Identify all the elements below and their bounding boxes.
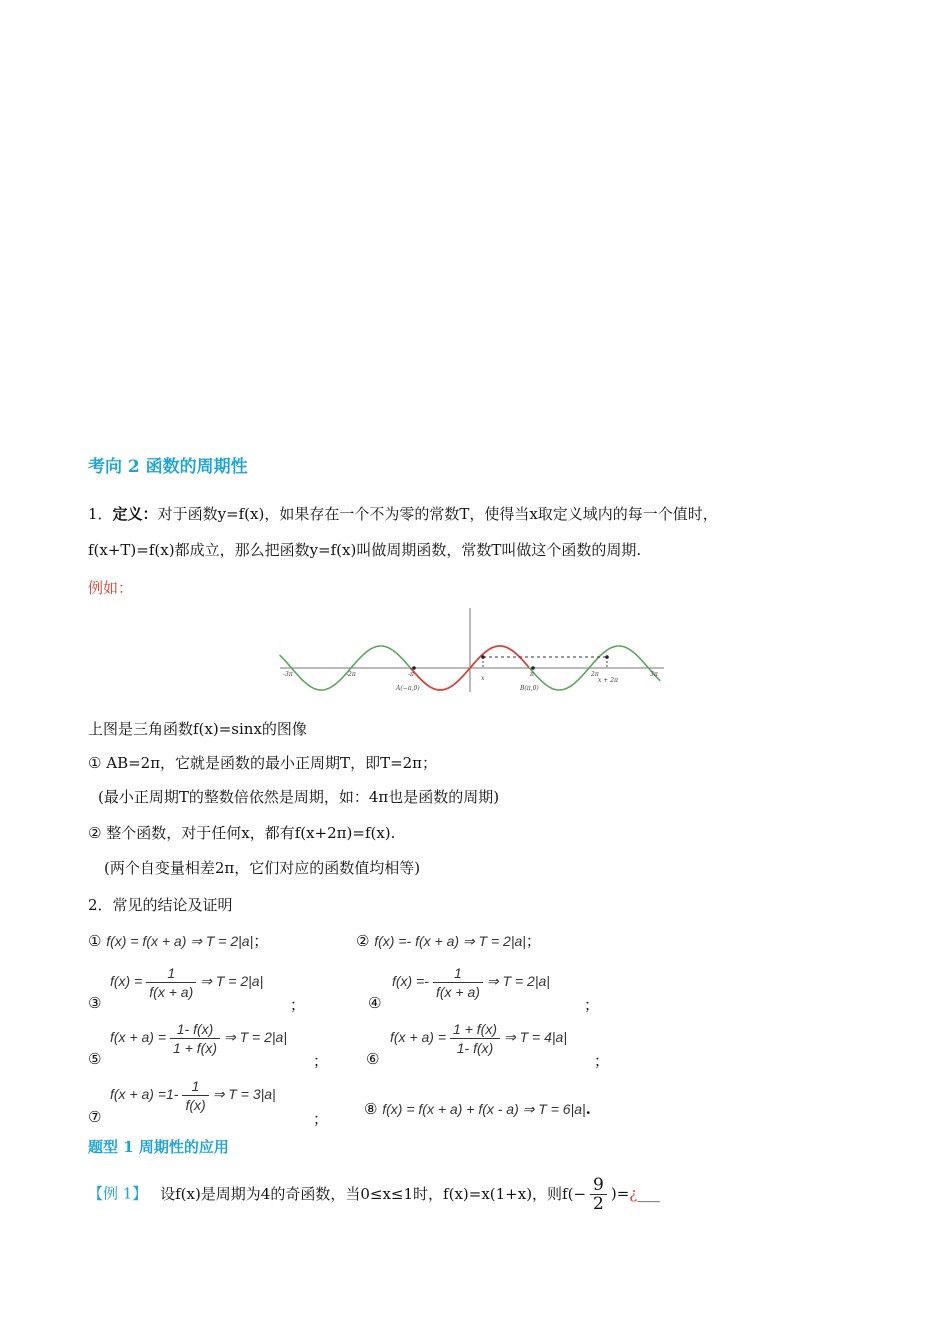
conclusion-2-formula: f(x) =- f(x + a) ⇒ T = 2|a| (374, 933, 526, 949)
example-1-tag: 【例 1】 (88, 1184, 148, 1203)
example-1-tail: )= (610, 1184, 630, 1203)
conclusion-4-end: ； (584, 996, 600, 1014)
note-1-text: AB=2π，它就是函数的最小正周期T，即T=2π； (106, 754, 438, 772)
note-2-sub: (两个自变量相差2π，它们对应的函数值均相等) (104, 859, 421, 877)
conclusion-7-marker: ⑦ (88, 1108, 102, 1126)
conclusion-5-formula (110, 1020, 287, 1057)
conclusion-3-den: f(x + a) (149, 984, 194, 1000)
note-1-marker: ① (88, 754, 102, 772)
conclusion-6-den: 1- f(x) (456, 1040, 494, 1056)
conclusion-6-marker: ⑥ (366, 1050, 380, 1068)
note-2-text: 整个函数，对于任何x，都有f(x+2π)=f(x). (106, 824, 396, 842)
tick-2pi: 2π (591, 671, 599, 678)
conclusion-7-end: ； (313, 1110, 329, 1128)
definition-label: 定义： (112, 505, 158, 523)
conclusion-8-marker: ⑧ (364, 1100, 378, 1118)
conclusion-8 (364, 1100, 591, 1118)
conclusion-7-num: 1 (182, 1077, 208, 1096)
definition-line-2: f(x+T)=f(x)都成立，那么把函数y=f(x)叫做周期函数，常数T叫做这个函数的周期. (88, 541, 642, 559)
example-1-blank: ___ (637, 1184, 660, 1203)
section-title: 考向 2 函数的周期性 (88, 457, 248, 477)
point-fx (481, 655, 485, 659)
conclusion-5-marker: ⑤ (88, 1050, 102, 1068)
tick-neg2pi: -2π (346, 671, 356, 678)
example-1-blank-glyph: ¿ (629, 1184, 638, 1203)
conclusion-6-end: ； (594, 1052, 610, 1070)
conclusion-1 (88, 930, 268, 951)
conclusion-3-formula (110, 964, 263, 1001)
point-fx2pi (605, 655, 609, 659)
conclusion-5-num: 1- f(x) (170, 1020, 220, 1039)
note-2 (88, 822, 395, 843)
point-b (531, 666, 535, 670)
conclusion-4-lhs: f(x) =- (392, 973, 429, 990)
conclusion-5-den: 1 + f(x) (173, 1040, 217, 1056)
conclusion-6-num: 1 + f(x) (450, 1020, 500, 1039)
conclusion-1-formula: f(x) = f(x + a) ⇒ T = 2|a| (106, 933, 254, 949)
conclusion-6-formula (390, 1020, 567, 1057)
definition-line-1 (88, 503, 718, 524)
conclusion-1-marker: ① (88, 932, 102, 950)
definition-number: 1． (88, 505, 113, 523)
conclusion-3-end: ； (290, 996, 306, 1014)
example-label: 例如： (88, 579, 134, 597)
tick-negpi: -π (408, 671, 414, 678)
conclusion-7-den: f(x) (185, 1097, 206, 1113)
example-1-frac-den: 2 (593, 1194, 604, 1214)
conclusion-5-end: ； (313, 1052, 329, 1070)
conclusions-title: 2．常见的结论及证明 (88, 896, 233, 914)
conclusion-6-lhs: f(x + a) = (390, 1029, 447, 1046)
example-1 (88, 1176, 660, 1213)
conclusion-8-formula: f(x) = f(x + a) + f(x - a) ⇒ T = 6|a| (382, 1101, 586, 1117)
point-a-label: A(−π,0) (396, 685, 420, 692)
tick-x2pi: x + 2π (598, 677, 618, 684)
conclusion-6-rhs: ⇒ T = 4|a| (504, 1029, 567, 1046)
definition-text-1: 对于函数y=f(x)，如果存在一个不为零的常数T，使得当x取定义域内的每一个值时， (157, 505, 718, 523)
problem-type-title: 题型 1 周期性的应用 (88, 1138, 229, 1156)
conclusion-4-formula (392, 964, 550, 1001)
conclusion-2-end: ； (525, 932, 541, 950)
tick-pi: π (530, 671, 534, 678)
conclusion-3-lhs: f(x) = (110, 973, 143, 990)
tick-3pi: 3π (650, 671, 658, 678)
example-1-frac-num: 9 (590, 1176, 607, 1195)
conclusion-3-marker: ③ (88, 994, 102, 1012)
tick-x: x (481, 675, 485, 682)
conclusion-2 (356, 930, 541, 951)
sine-graph (278, 604, 668, 696)
conclusion-7-formula (110, 1077, 276, 1114)
conclusion-8-end: . (585, 1100, 591, 1118)
conclusion-2-marker: ② (356, 932, 370, 950)
example-1-text: 设f(x)是周期为4的奇函数，当0≤x≤1时，f(x)=x(1+x)，则f(− (160, 1184, 587, 1203)
conclusion-3-rhs: ⇒ T = 2|a| (200, 973, 264, 990)
note-2-marker: ② (88, 824, 102, 842)
conclusion-4-den: f(x + a) (435, 984, 480, 1000)
tick-neg3pi: -3π (283, 671, 293, 678)
conclusion-7-lhs: f(x + a) =1- (110, 1086, 179, 1103)
graph-caption: 上图是三角函数f(x)=sinx的图像 (88, 720, 307, 738)
conclusion-5-rhs: ⇒ T = 2|a| (224, 1029, 287, 1046)
point-b-label: B(π,0) (520, 685, 539, 692)
note-1 (88, 752, 437, 773)
conclusion-3-num: 1 (146, 964, 196, 983)
conclusion-7-rhs: ⇒ T = 3|a| (212, 1086, 276, 1103)
conclusion-5-lhs: f(x + a) = (110, 1029, 167, 1046)
conclusion-4-rhs: ⇒ T = 2|a| (486, 973, 550, 990)
conclusion-4-marker: ④ (368, 994, 382, 1012)
conclusion-1-end: ； (253, 932, 269, 950)
conclusion-4-num: 1 (433, 964, 483, 983)
point-a (412, 666, 416, 670)
note-1-sub: (最小正周期T的整数倍依然是周期，如：4π也是函数的周期) (98, 788, 500, 806)
